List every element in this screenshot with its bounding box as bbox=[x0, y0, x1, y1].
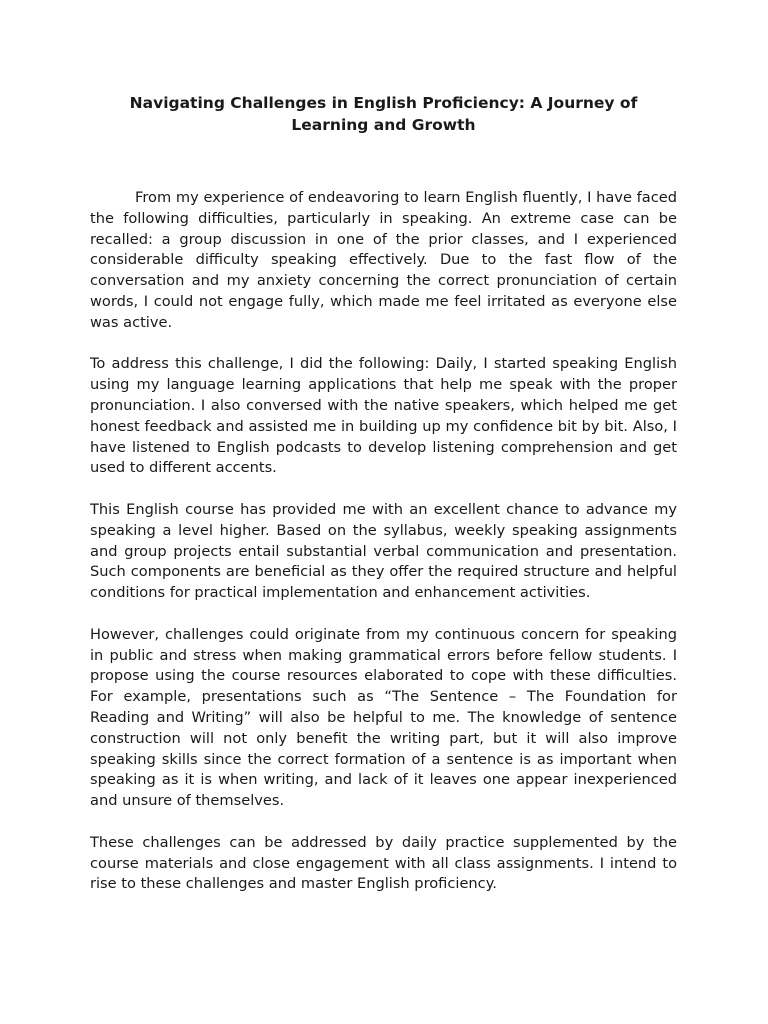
paragraph-2: To address this challenge, I did the following: Daily, I started speaking English using my language learning applications that help me speak with the proper pronunciation. I also conversed with the native speakers, which helped me get honest feedback and assisted me in building up my confidence bit by bit. Also, I have listened to English podcasts to develop listening comprehension and get used to different accents. bbox=[90, 355, 677, 477]
paragraph-4: However, challenges could originate from my continuous concern for speaking in public and stress when making grammatical errors before fellow students. I propose using the course resources elaborated to cope with these difficulties. For example, presentations such as “The Sentence – The Foundation for Reading and Writing” will also be helpful to me. The knowledge of sentence construction will not only benefit the writing part, but it will also improve speaking skills since the correct formation of a sentence is as important when speaking as it is when writing, and lack of it leaves one appear inexperienced and unsure of themselves. bbox=[90, 625, 677, 810]
document-page bbox=[90, 92, 677, 916]
paragraph-5: These challenges can be addressed by daily practice supplemented by the course materials and close engagement with all class assignments. I intend to rise to these challenges and master English proficiency. bbox=[90, 833, 677, 893]
paragraph-1: From my experience of endeavoring to learn English fluently, I have faced the following difficulties, particularly in speaking. An extreme case can be recalled: a group discussion in one of the prior classes, and I experienced considerable difficulty speaking effectively. Due to the fast flow of the conversation and my anxiety concerning the correct pronunciation of certain words, I could not engage fully, which made me feel irritated as everyone else was active. bbox=[90, 189, 677, 331]
paragraph-3: This English course has provided me with an excellent chance to advance my speaking a level higher. Based on the syllabus, weekly speaking assignments and group projects entail substantial verbal communication and presentation. Such components are beneficial as they offer the required structure and helpful conditions for practical implementation and enhancement activities. bbox=[90, 500, 677, 602]
document-title: Navigating Challenges in English Proficiency: A Journey of Learning and Growth bbox=[129, 94, 638, 134]
